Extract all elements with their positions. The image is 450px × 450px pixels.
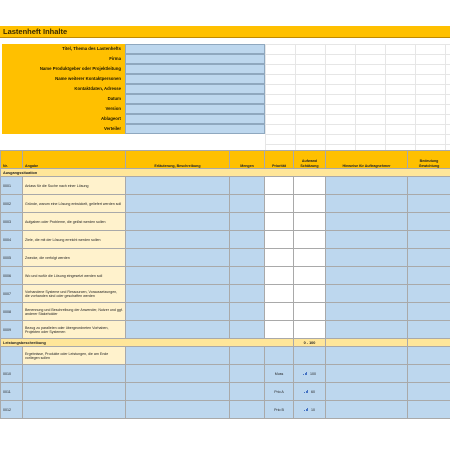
cell-bedeutung[interactable] (408, 303, 450, 321)
cell[interactable] (126, 347, 230, 365)
cell-nr[interactable]: 0012 (1, 401, 23, 419)
header-prioritaet: Priorität (265, 151, 294, 169)
cell-hinweise[interactable] (326, 213, 408, 231)
table-row (1, 347, 450, 365)
table-row (1, 365, 450, 383)
cell-mengen[interactable] (230, 321, 265, 339)
cell[interactable] (294, 347, 326, 365)
cell-value: 10 (311, 407, 315, 412)
cell-nr[interactable]: 0001 (1, 177, 23, 195)
cell-nr[interactable] (1, 347, 23, 365)
cell[interactable] (326, 347, 408, 365)
requirements-table (0, 150, 450, 419)
cell-nr[interactable]: 0006 (1, 267, 23, 285)
cell-prioritaet[interactable] (265, 195, 294, 213)
cell-angabe[interactable]: Benennung und Beschreibung der Anwender, Nutzer und ggf. anderer Stakeholder (23, 303, 126, 321)
cell-prioritaet[interactable] (265, 177, 294, 195)
cell-angabe[interactable]: Ergebnisse, Produkte oder Leistungen, die am Ende vorliegen sollen (23, 347, 126, 365)
header-angabe: Angabe (23, 151, 126, 169)
cell-bedeutung[interactable] (408, 213, 450, 231)
section-blank (408, 339, 450, 347)
cell-aufwand[interactable] (294, 285, 326, 303)
cell-hinweise[interactable] (326, 195, 408, 213)
info-value-cell[interactable] (125, 74, 265, 84)
cell-bedeutung[interactable] (408, 177, 450, 195)
info-label: Kontaktdaten, Adresse (2, 84, 125, 94)
cell-aufwand[interactable] (294, 365, 326, 383)
info-label: Version (2, 104, 125, 114)
cell-aufwand[interactable] (294, 177, 326, 195)
info-label: Name Produktgeber oder Projektleitung (2, 64, 125, 74)
cell-nr[interactable]: 0002 (1, 195, 23, 213)
cell-erlaeuterung[interactable] (126, 177, 230, 195)
page-title: Lastenheft Inhalte (3, 27, 68, 36)
cell-angabe[interactable] (23, 383, 126, 401)
header-bedeutung: Bedeutung Gewichtung (408, 151, 450, 169)
cell-bedeutung[interactable] (408, 231, 450, 249)
cell-angabe[interactable] (23, 365, 126, 383)
cell-hinweise[interactable] (326, 177, 408, 195)
ausgang-rows (1, 177, 450, 339)
section-blank (326, 339, 408, 347)
cell-aufwand[interactable] (294, 267, 326, 285)
header-hinweise: Hinweise für Auftragnehmer (326, 151, 408, 169)
cell-prioritaet[interactable] (265, 213, 294, 231)
cell-angabe[interactable]: Gründe, warum eine Lösung entwickelt, geliefert werden soll (23, 195, 126, 213)
table-row (1, 249, 450, 267)
table-row (1, 285, 450, 303)
info-label: Verteiler (2, 124, 125, 134)
cell-value: 60 (311, 389, 315, 394)
cell-hinweise[interactable] (326, 249, 408, 267)
cell-mengen[interactable] (230, 285, 265, 303)
cell-mengen[interactable] (230, 383, 265, 401)
cell-angabe[interactable]: Wo und wofür die Lösung eingesetzt werden soll (23, 267, 126, 285)
table-row (1, 401, 450, 419)
cell-erlaeuterung[interactable] (126, 231, 230, 249)
cell-bedeutung[interactable] (408, 249, 450, 267)
info-label: Ablageort (2, 114, 125, 124)
cell-erlaeuterung[interactable] (126, 213, 230, 231)
cell-hinweise[interactable] (326, 321, 408, 339)
cell-hinweise[interactable] (326, 303, 408, 321)
cell-hinweise[interactable] (326, 383, 408, 401)
info-value-cell[interactable] (125, 54, 265, 64)
info-label: Titel, Thema des Lastenhefts (2, 44, 125, 54)
cell-nr[interactable]: 0005 (1, 249, 23, 267)
spreadsheet (0, 26, 450, 424)
cell-mengen[interactable] (230, 177, 265, 195)
section-title: Leistungsbeschreibung (1, 339, 294, 347)
table-row (1, 213, 450, 231)
cell-value: 100 (310, 371, 316, 376)
cell-bedeutung[interactable] (408, 365, 450, 383)
cell-prioritaet[interactable] (265, 267, 294, 285)
cell-erlaeuterung[interactable] (126, 401, 230, 419)
bar-chart-icon (304, 390, 308, 393)
cell-angabe[interactable] (23, 401, 126, 419)
cell-aufwand[interactable] (294, 231, 326, 249)
cell-nr[interactable]: 0003 (1, 213, 23, 231)
table-row (1, 195, 450, 213)
section-title: Ausgangssituation (1, 169, 450, 177)
cell-aufwand[interactable] (294, 321, 326, 339)
cell-erlaeuterung[interactable] (126, 267, 230, 285)
cell-nr[interactable]: 0009 (1, 321, 23, 339)
cell-nr[interactable]: 0008 (1, 303, 23, 321)
cell-hinweise[interactable] (326, 267, 408, 285)
header-aufwand: Aufwand Schätzung (294, 151, 326, 169)
cell-erlaeuterung[interactable] (126, 285, 230, 303)
cell-mengen[interactable] (230, 195, 265, 213)
info-value-cell[interactable] (125, 64, 265, 74)
section-row (1, 169, 450, 177)
cell-erlaeuterung[interactable] (126, 365, 230, 383)
leistung-rows (1, 365, 450, 419)
cell-mengen[interactable] (230, 401, 265, 419)
header-erlaeuterung: Erläuterung, Beschreibung (126, 151, 230, 169)
info-value-cell[interactable] (125, 94, 265, 104)
cell-aufwand[interactable] (294, 213, 326, 231)
info-value-cell[interactable] (125, 124, 265, 134)
header-nr: Nr. (1, 151, 23, 169)
cell-hinweise[interactable] (326, 401, 408, 419)
cell-mengen[interactable] (230, 213, 265, 231)
cell-prioritaet[interactable] (265, 231, 294, 249)
cell[interactable] (408, 347, 450, 365)
cell-prioritaet[interactable]: Prio A (265, 383, 294, 401)
cell-hinweise[interactable] (326, 365, 408, 383)
cell[interactable] (230, 347, 265, 365)
info-label: Firma (2, 54, 125, 64)
cell-erlaeuterung[interactable] (126, 195, 230, 213)
cell-aufwand[interactable] (294, 383, 326, 401)
cell-angabe[interactable]: Aufgaben oder Probleme, die gelöst werden sollen (23, 213, 126, 231)
cell-erlaeuterung[interactable] (126, 249, 230, 267)
cell-nr[interactable]: 0010 (1, 365, 23, 383)
cell-erlaeuterung[interactable] (126, 383, 230, 401)
cell-hinweise[interactable] (326, 285, 408, 303)
cell-aufwand[interactable] (294, 401, 326, 419)
cell-prioritaet[interactable]: Muss (265, 365, 294, 383)
table-row (1, 267, 450, 285)
info-label: Name weiterer Kontaktpersonen (2, 74, 125, 84)
cell-erlaeuterung[interactable] (126, 303, 230, 321)
cell-aufwand[interactable] (294, 303, 326, 321)
cell-prioritaet[interactable] (265, 321, 294, 339)
cell-mengen[interactable] (230, 303, 265, 321)
cell-mengen[interactable] (230, 365, 265, 383)
cell-prioritaet[interactable] (265, 249, 294, 267)
info-label: Datum (2, 94, 125, 104)
cell-prioritaet[interactable] (265, 303, 294, 321)
empty-grid (265, 44, 450, 154)
info-value-cell[interactable] (125, 84, 265, 94)
cell-angabe[interactable]: Zwecke, die verfolgt werden (23, 249, 126, 267)
cell-prioritaet[interactable] (265, 285, 294, 303)
cell-angabe[interactable]: Ziele, die mit der Lösung erreicht werden sollen (23, 231, 126, 249)
cell-aufwand[interactable] (294, 249, 326, 267)
table-row (1, 383, 450, 401)
cell-mengen[interactable] (230, 231, 265, 249)
cell-mengen[interactable] (230, 249, 265, 267)
info-value-cell[interactable] (125, 44, 265, 54)
section-range: 0 - 100 (294, 339, 326, 347)
info-value-cell[interactable] (125, 114, 265, 124)
cell-bedeutung[interactable] (408, 401, 450, 419)
cell-mengen[interactable] (230, 267, 265, 285)
cell-bedeutung[interactable] (408, 285, 450, 303)
cell-nr[interactable]: 0004 (1, 231, 23, 249)
cell[interactable] (265, 347, 294, 365)
cell-aufwand[interactable] (294, 195, 326, 213)
cell-bedeutung[interactable] (408, 267, 450, 285)
section-row (1, 339, 450, 347)
info-value-cell[interactable] (125, 104, 265, 114)
cell-angabe[interactable]: Anlass für die Suche nach einer Lösung (23, 177, 126, 195)
bar-chart-icon (303, 372, 307, 375)
bar-chart-icon (304, 408, 308, 411)
cell-prioritaet[interactable]: Prio B (265, 401, 294, 419)
cell-erlaeuterung[interactable] (126, 321, 230, 339)
cell-nr[interactable]: 0011 (1, 383, 23, 401)
table-row (1, 321, 450, 339)
cell-angabe[interactable]: Vorhandene Systeme und Ressourcen, Voraussetzungen, die vorhanden sind oder geschaffen werden (23, 285, 126, 303)
title-bar (0, 26, 450, 38)
table-row (1, 303, 450, 321)
cell-bedeutung[interactable] (408, 195, 450, 213)
cell-bedeutung[interactable] (408, 383, 450, 401)
table-row (1, 177, 450, 195)
header-row (1, 151, 450, 169)
info-block (2, 44, 265, 134)
table-row (1, 231, 450, 249)
cell-bedeutung[interactable] (408, 321, 450, 339)
header-mengen: Mengen (230, 151, 265, 169)
cell-hinweise[interactable] (326, 231, 408, 249)
cell-nr[interactable]: 0007 (1, 285, 23, 303)
cell-angabe[interactable]: Bezug zu parallelen oder übergeordneten Vorhaben, Projekten oder Systemen (23, 321, 126, 339)
